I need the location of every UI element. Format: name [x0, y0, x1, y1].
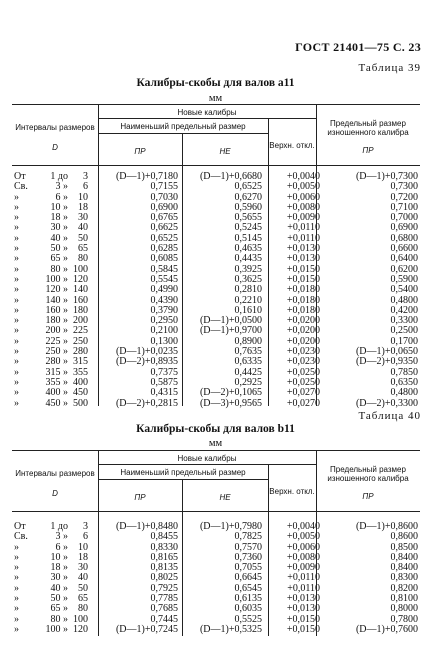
cell-ne: 0,7570: [234, 541, 262, 553]
cell-deviation: +0,0090: [286, 212, 320, 224]
cell-from: »: [14, 201, 19, 213]
table-row: [12, 193, 420, 203]
col-new: Новые калибры: [177, 108, 237, 117]
cell-worn-pr: 0,4200: [390, 304, 418, 316]
cell-worn-pr: 0,4800: [390, 294, 418, 306]
cell-from: »: [14, 387, 19, 399]
cell-deviation: +0,0200: [286, 335, 320, 347]
cell-pr: (D—1)+0,8480: [115, 521, 178, 532]
cell-deviation: +0,0150: [286, 263, 320, 275]
cell-interval-from: 3 »: [55, 531, 68, 543]
cell-interval-from: 250 »: [45, 346, 68, 358]
col-smallest: Наименьший предельный размер: [120, 122, 246, 131]
col-pr: ПР: [134, 147, 146, 156]
cell-ne: 0,7635: [234, 346, 262, 358]
table-row: [12, 234, 420, 244]
cell-ne: (D—1)+0,0500: [199, 315, 262, 327]
cell-worn-pr: 0,1700: [390, 335, 418, 347]
cell-deviation: +0,0050: [286, 531, 320, 543]
cell-interval-from: 120 »: [45, 284, 68, 296]
cell-interval-to: 6: [83, 181, 88, 193]
cell-ne: (D—2)+0,1065: [199, 387, 262, 399]
cell-from: Св.: [14, 181, 28, 193]
cell-worn-pr: 0,6900: [390, 222, 418, 234]
cell-worn-pr: (D—2)+0,9350: [355, 356, 418, 368]
cell-from: »: [14, 613, 19, 625]
cell-worn-pr: 0,2500: [390, 325, 418, 337]
table-39-unit: мм: [208, 93, 223, 104]
cell-ne: (D—3)+0,9565: [199, 397, 262, 409]
table-row: [12, 532, 420, 542]
table-row: [12, 625, 420, 635]
cell-deviation: +0,0050: [286, 181, 320, 193]
cell-interval-from: 100 »: [45, 623, 68, 635]
table-39-label: Таблица 39: [358, 62, 421, 74]
cell-interval-to: 400: [73, 376, 88, 388]
cell-from: »: [14, 593, 19, 605]
cell-interval-to: 50: [78, 582, 88, 594]
cell-worn-pr: 0,8100: [390, 593, 418, 605]
cell-pr: (D—1)+0,7180: [115, 171, 178, 182]
table-row: [12, 594, 420, 604]
cell-from: »: [14, 315, 19, 327]
cell-from: От: [14, 171, 26, 182]
cell-deviation: +0,0250: [286, 376, 320, 388]
cell-pr: 0,4990: [150, 284, 178, 296]
cell-from: »: [14, 294, 19, 306]
cell-worn-pr: 0,7100: [390, 201, 418, 213]
col-intervals-sym: D: [52, 489, 58, 498]
cell-deviation: +0,0090: [286, 562, 320, 574]
cell-pr: 0,8455: [150, 531, 178, 543]
cell-pr: 0,6625: [150, 222, 178, 234]
cell-interval-from: 80 »: [50, 613, 68, 625]
cell-deviation: +0,0270: [286, 387, 320, 399]
cell-pr: (D—1)+0,0235: [115, 346, 178, 358]
cell-interval-to: 100: [73, 613, 88, 625]
cell-ne: 0,5655: [234, 212, 262, 224]
cell-worn-pr: 0,8300: [390, 572, 418, 584]
cell-interval-to: 500: [73, 397, 88, 409]
cell-ne: 0,6035: [234, 603, 262, 615]
cell-deviation: +0,0060: [286, 191, 320, 203]
cell-deviation: +0,0110: [287, 582, 320, 594]
cell-from: »: [14, 263, 19, 275]
cell-from: »: [14, 232, 19, 244]
cell-ne: 0,2810: [234, 284, 262, 296]
table-row: [12, 244, 420, 254]
cell-pr: 0,4390: [150, 294, 178, 306]
cell-from: »: [14, 273, 19, 285]
cell-interval-from: 30 »: [50, 222, 68, 234]
cell-deviation: +0,0230: [286, 356, 320, 368]
table-40-unit: мм: [208, 438, 223, 449]
cell-interval-from: 40 »: [50, 232, 68, 244]
cell-deviation: +0,0150: [286, 613, 320, 625]
cell-interval-to: 100: [73, 263, 88, 275]
cell-worn-pr: (D—2)+0,3300: [355, 397, 418, 409]
col-ne: НЕ: [219, 493, 231, 502]
cell-pr: 0,6525: [150, 232, 178, 244]
cell-interval-to: 225: [73, 325, 88, 337]
cell-worn-pr: (D—1)+0,7600: [355, 623, 418, 635]
cell-interval-from: 40 »: [50, 582, 68, 594]
cell-interval-to: 3: [83, 171, 88, 182]
cell-pr: 0,5845: [150, 263, 178, 275]
cell-ne: 0,6525: [234, 181, 262, 193]
cell-from: От: [14, 521, 26, 532]
cell-deviation: +0,0150: [286, 623, 320, 635]
table-row: [12, 584, 420, 594]
cell-interval-from: 50 »: [50, 243, 68, 255]
cell-deviation: +0,0130: [286, 593, 320, 605]
cell-worn-pr: 0,8400: [390, 551, 418, 563]
cell-deviation: +0,0180: [286, 294, 320, 306]
cell-ne: 0,5525: [234, 613, 262, 625]
table-40-body: [12, 522, 420, 635]
cell-from: »: [14, 284, 19, 296]
cell-ne: 0,6335: [234, 356, 262, 368]
cell-interval-from: 18 »: [50, 562, 68, 574]
cell-pr: 0,7925: [150, 582, 178, 594]
col-old: Предельный размер изношенного калибра: [327, 465, 409, 483]
cell-ne: 0,3625: [234, 273, 262, 285]
cell-interval-to: 280: [73, 346, 88, 358]
cell-interval-to: 120: [73, 273, 88, 285]
col-ne: НЕ: [219, 147, 231, 156]
cell-ne: (D—1)+0,6680: [199, 171, 262, 182]
cell-deviation: +0,0110: [287, 232, 320, 244]
cell-interval-from: 200 »: [45, 325, 68, 337]
cell-interval-from: 10 »: [50, 201, 68, 213]
cell-from: »: [14, 222, 19, 234]
cell-interval-to: 65: [78, 243, 88, 255]
cell-from: »: [14, 366, 19, 378]
cell-worn-pr: 0,6400: [390, 253, 418, 265]
col-new: Новые калибры: [177, 454, 237, 463]
cell-ne: 0,6270: [234, 191, 262, 203]
cell-deviation: +0,0150: [286, 273, 320, 285]
cell-pr: 0,6900: [150, 201, 178, 213]
table-39-header: [12, 104, 420, 166]
cell-interval-from: 18 »: [50, 212, 68, 224]
col-pr: ПР: [134, 493, 146, 502]
cell-ne: 0,7825: [234, 531, 262, 543]
cell-interval-to: 140: [73, 284, 88, 296]
cell-interval-to: 40: [78, 572, 88, 584]
cell-from: »: [14, 572, 19, 584]
cell-worn-pr: 0,7850: [390, 366, 418, 378]
cell-interval-from: 65 »: [50, 253, 68, 265]
cell-from: Св.: [14, 531, 28, 543]
cell-ne: (D—1)+0,9700: [199, 325, 262, 337]
cell-interval-to: 10: [78, 541, 88, 553]
cell-from: »: [14, 356, 19, 368]
cell-pr: 0,2100: [150, 325, 178, 337]
cell-pr: 0,1300: [150, 335, 178, 347]
cell-interval-from: 6 »: [55, 541, 68, 553]
table-row: [12, 399, 420, 409]
table-row: [12, 203, 420, 213]
cell-interval-to: 10: [78, 191, 88, 203]
cell-interval-from: 30 »: [50, 572, 68, 584]
cell-deviation: +0,0200: [286, 325, 320, 337]
cell-interval-from: 1 до: [50, 171, 68, 182]
cell-from: »: [14, 623, 19, 635]
table-39-title: Калибры-скобы для валов a11: [136, 77, 295, 89]
col-intervals: Интервалы размеров: [15, 469, 95, 478]
cell-interval-to: 18: [78, 551, 88, 563]
cell-interval-from: 100 »: [45, 273, 68, 285]
cell-interval-from: 1 до: [50, 521, 68, 532]
cell-interval-from: 65 »: [50, 603, 68, 615]
cell-from: »: [14, 397, 19, 409]
cell-interval-to: 80: [78, 253, 88, 265]
col-old: Предельный размер изношенного калибра: [327, 119, 409, 137]
table-40-label: Таблица 40: [358, 410, 421, 422]
table-40-header: [12, 450, 420, 512]
cell-worn-pr: 0,5400: [390, 284, 418, 296]
cell-worn-pr: 0,6200: [390, 263, 418, 275]
cell-from: »: [14, 212, 19, 224]
cell-pr: 0,7685: [150, 603, 178, 615]
cell-interval-from: 50 »: [50, 593, 68, 605]
cell-worn-pr: (D—1)+0,8600: [355, 521, 418, 532]
cell-pr: 0,6085: [150, 253, 178, 265]
cell-interval-from: 6 »: [55, 191, 68, 203]
cell-ne: 0,3925: [234, 263, 262, 275]
cell-pr: (D—1)+0,7245: [115, 623, 178, 635]
cell-interval-from: 10 »: [50, 551, 68, 563]
cell-interval-to: 30: [78, 212, 88, 224]
cell-pr: 0,7785: [150, 593, 178, 605]
cell-deviation: +0,0200: [286, 315, 320, 327]
cell-pr: 0,8135: [150, 562, 178, 574]
cell-ne: 0,4435: [234, 253, 262, 265]
cell-worn-pr: 0,8400: [390, 562, 418, 574]
cell-interval-to: 315: [73, 356, 88, 368]
cell-interval-to: 30: [78, 562, 88, 574]
cell-interval-to: 250: [73, 335, 88, 347]
cell-ne: 0,6645: [234, 572, 262, 584]
cell-from: »: [14, 325, 19, 337]
cell-from: »: [14, 253, 19, 265]
cell-deviation: +0,0130: [286, 253, 320, 265]
cell-interval-from: 355 »: [45, 376, 68, 388]
cell-from: »: [14, 541, 19, 553]
cell-from: »: [14, 304, 19, 316]
cell-ne: 0,6135: [234, 593, 262, 605]
cell-from: »: [14, 562, 19, 574]
cell-deviation: +0,0110: [287, 222, 320, 234]
cell-pr: 0,8330: [150, 541, 178, 553]
cell-deviation: +0,0080: [286, 551, 320, 563]
cell-interval-to: 18: [78, 201, 88, 213]
cell-pr: 0,5875: [150, 376, 178, 388]
cell-ne: (D—1)+0,7980: [199, 521, 262, 532]
table-row: [12, 213, 420, 223]
cell-ne: 0,4635: [234, 243, 262, 255]
cell-interval-to: 3: [83, 521, 88, 532]
cell-ne: (D—1)+0,5325: [199, 623, 262, 635]
cell-interval-to: 200: [73, 315, 88, 327]
cell-interval-to: 50: [78, 232, 88, 244]
cell-ne: 0,5960: [234, 201, 262, 213]
cell-worn-pr: 0,8200: [390, 582, 418, 594]
cell-interval-from: 140 »: [45, 294, 68, 306]
table-row: [12, 522, 420, 532]
cell-from: »: [14, 335, 19, 347]
cell-pr: 0,6765: [150, 212, 178, 224]
cell-interval-from: 180 »: [45, 315, 68, 327]
col-intervals: Интервалы размеров: [15, 123, 95, 132]
table-row: [12, 223, 420, 233]
cell-deviation: +0,0080: [286, 201, 320, 213]
cell-interval-to: 160: [73, 294, 88, 306]
cell-deviation: +0,0180: [286, 284, 320, 296]
cell-worn-pr: 0,6800: [390, 232, 418, 244]
cell-interval-from: 225 »: [45, 335, 68, 347]
cell-pr: 0,7030: [150, 191, 178, 203]
cell-deviation: +0,0040: [286, 171, 320, 182]
cell-pr: (D—2)+0,2815: [115, 397, 178, 409]
cell-pr: 0,6285: [150, 243, 178, 255]
table-row: [12, 573, 420, 583]
cell-worn-pr: (D—1)+0,7300: [355, 171, 418, 182]
table-row: [12, 563, 420, 573]
cell-pr: 0,2950: [150, 315, 178, 327]
cell-deviation: +0,0130: [286, 603, 320, 615]
cell-interval-from: 280 »: [45, 356, 68, 368]
cell-interval-from: 160 »: [45, 304, 68, 316]
cell-ne: 0,5245: [234, 222, 262, 234]
cell-pr: (D—2)+0,8935: [115, 356, 178, 368]
cell-worn-pr: 0,7000: [390, 212, 418, 224]
col-old-sym: ПР: [362, 492, 374, 501]
cell-pr: 0,7155: [150, 181, 178, 193]
cell-deviation: +0,0060: [286, 541, 320, 553]
cell-interval-from: 80 »: [50, 263, 68, 275]
cell-ne: 0,7360: [234, 551, 262, 563]
cell-pr: 0,7445: [150, 613, 178, 625]
cell-ne: 0,2925: [234, 376, 262, 388]
cell-deviation: +0,0250: [286, 366, 320, 378]
cell-deviation: +0,0230: [286, 346, 320, 358]
table-40-title: Калибры-скобы для валов b11: [136, 423, 295, 435]
cell-deviation: +0,0180: [286, 304, 320, 316]
cell-worn-pr: 0,3300: [390, 315, 418, 327]
col-dev: Верхн. откл.: [269, 487, 315, 496]
cell-interval-to: 180: [73, 304, 88, 316]
cell-interval-to: 120: [73, 623, 88, 635]
cell-interval-from: 400 »: [45, 387, 68, 399]
table-row: [12, 553, 420, 563]
cell-worn-pr: 0,6600: [390, 243, 418, 255]
cell-worn-pr: 0,7300: [390, 181, 418, 193]
cell-interval-to: 65: [78, 593, 88, 605]
cell-deviation: +0,0270: [286, 397, 320, 409]
cell-ne: 0,6545: [234, 582, 262, 594]
cell-interval-to: 6: [83, 531, 88, 543]
cell-interval-to: 40: [78, 222, 88, 234]
cell-worn-pr: 0,8500: [390, 541, 418, 553]
cell-from: »: [14, 551, 19, 563]
cell-deviation: +0,0040: [286, 521, 320, 532]
table-row: [12, 543, 420, 553]
cell-interval-from: 450 »: [45, 397, 68, 409]
cell-interval-from: 315 »: [45, 366, 68, 378]
cell-interval-from: 3 »: [55, 181, 68, 193]
cell-ne: 0,2210: [234, 294, 262, 306]
cell-pr: 0,3790: [150, 304, 178, 316]
cell-from: »: [14, 582, 19, 594]
cell-pr: 0,8025: [150, 572, 178, 584]
cell-ne: 0,7055: [234, 562, 262, 574]
cell-from: »: [14, 346, 19, 358]
table-row: [12, 172, 420, 182]
cell-worn-pr: 0,5900: [390, 273, 418, 285]
cell-interval-to: 355: [73, 366, 88, 378]
cell-deviation: +0,0130: [286, 243, 320, 255]
col-old-sym: ПР: [362, 146, 374, 155]
cell-pr: 0,8165: [150, 551, 178, 563]
cell-ne: 0,8900: [234, 335, 262, 347]
cell-from: »: [14, 603, 19, 615]
col-intervals-sym: D: [52, 143, 58, 152]
cell-interval-to: 450: [73, 387, 88, 399]
table-row: [12, 182, 420, 192]
cell-deviation: +0,0110: [287, 572, 320, 584]
page-header: ГОСТ 21401—75 С. 23: [295, 40, 421, 54]
cell-from: »: [14, 243, 19, 255]
cell-interval-to: 80: [78, 603, 88, 615]
cell-worn-pr: 0,7200: [390, 191, 418, 203]
cell-worn-pr: 0,8600: [390, 531, 418, 543]
cell-worn-pr: 0,4800: [390, 387, 418, 399]
col-smallest: Наименьший предельный размер: [120, 468, 246, 477]
col-dev: Верхн. откл.: [269, 141, 315, 150]
cell-pr: 0,4315: [150, 387, 178, 399]
table-39-body: [12, 172, 420, 409]
cell-from: »: [14, 376, 19, 388]
cell-ne: 0,5145: [234, 232, 262, 244]
cell-pr: 0,7375: [150, 366, 178, 378]
cell-ne: 0,1610: [234, 304, 262, 316]
cell-worn-pr: 0,8000: [390, 603, 418, 615]
table-row: [12, 388, 420, 398]
cell-from: »: [14, 191, 19, 203]
cell-worn-pr: (D—1)+0,0650: [355, 346, 418, 358]
cell-pr: 0,5545: [150, 273, 178, 285]
cell-worn-pr: 0,7800: [390, 613, 418, 625]
cell-worn-pr: 0,6350: [390, 376, 418, 388]
cell-ne: 0,4425: [234, 366, 262, 378]
